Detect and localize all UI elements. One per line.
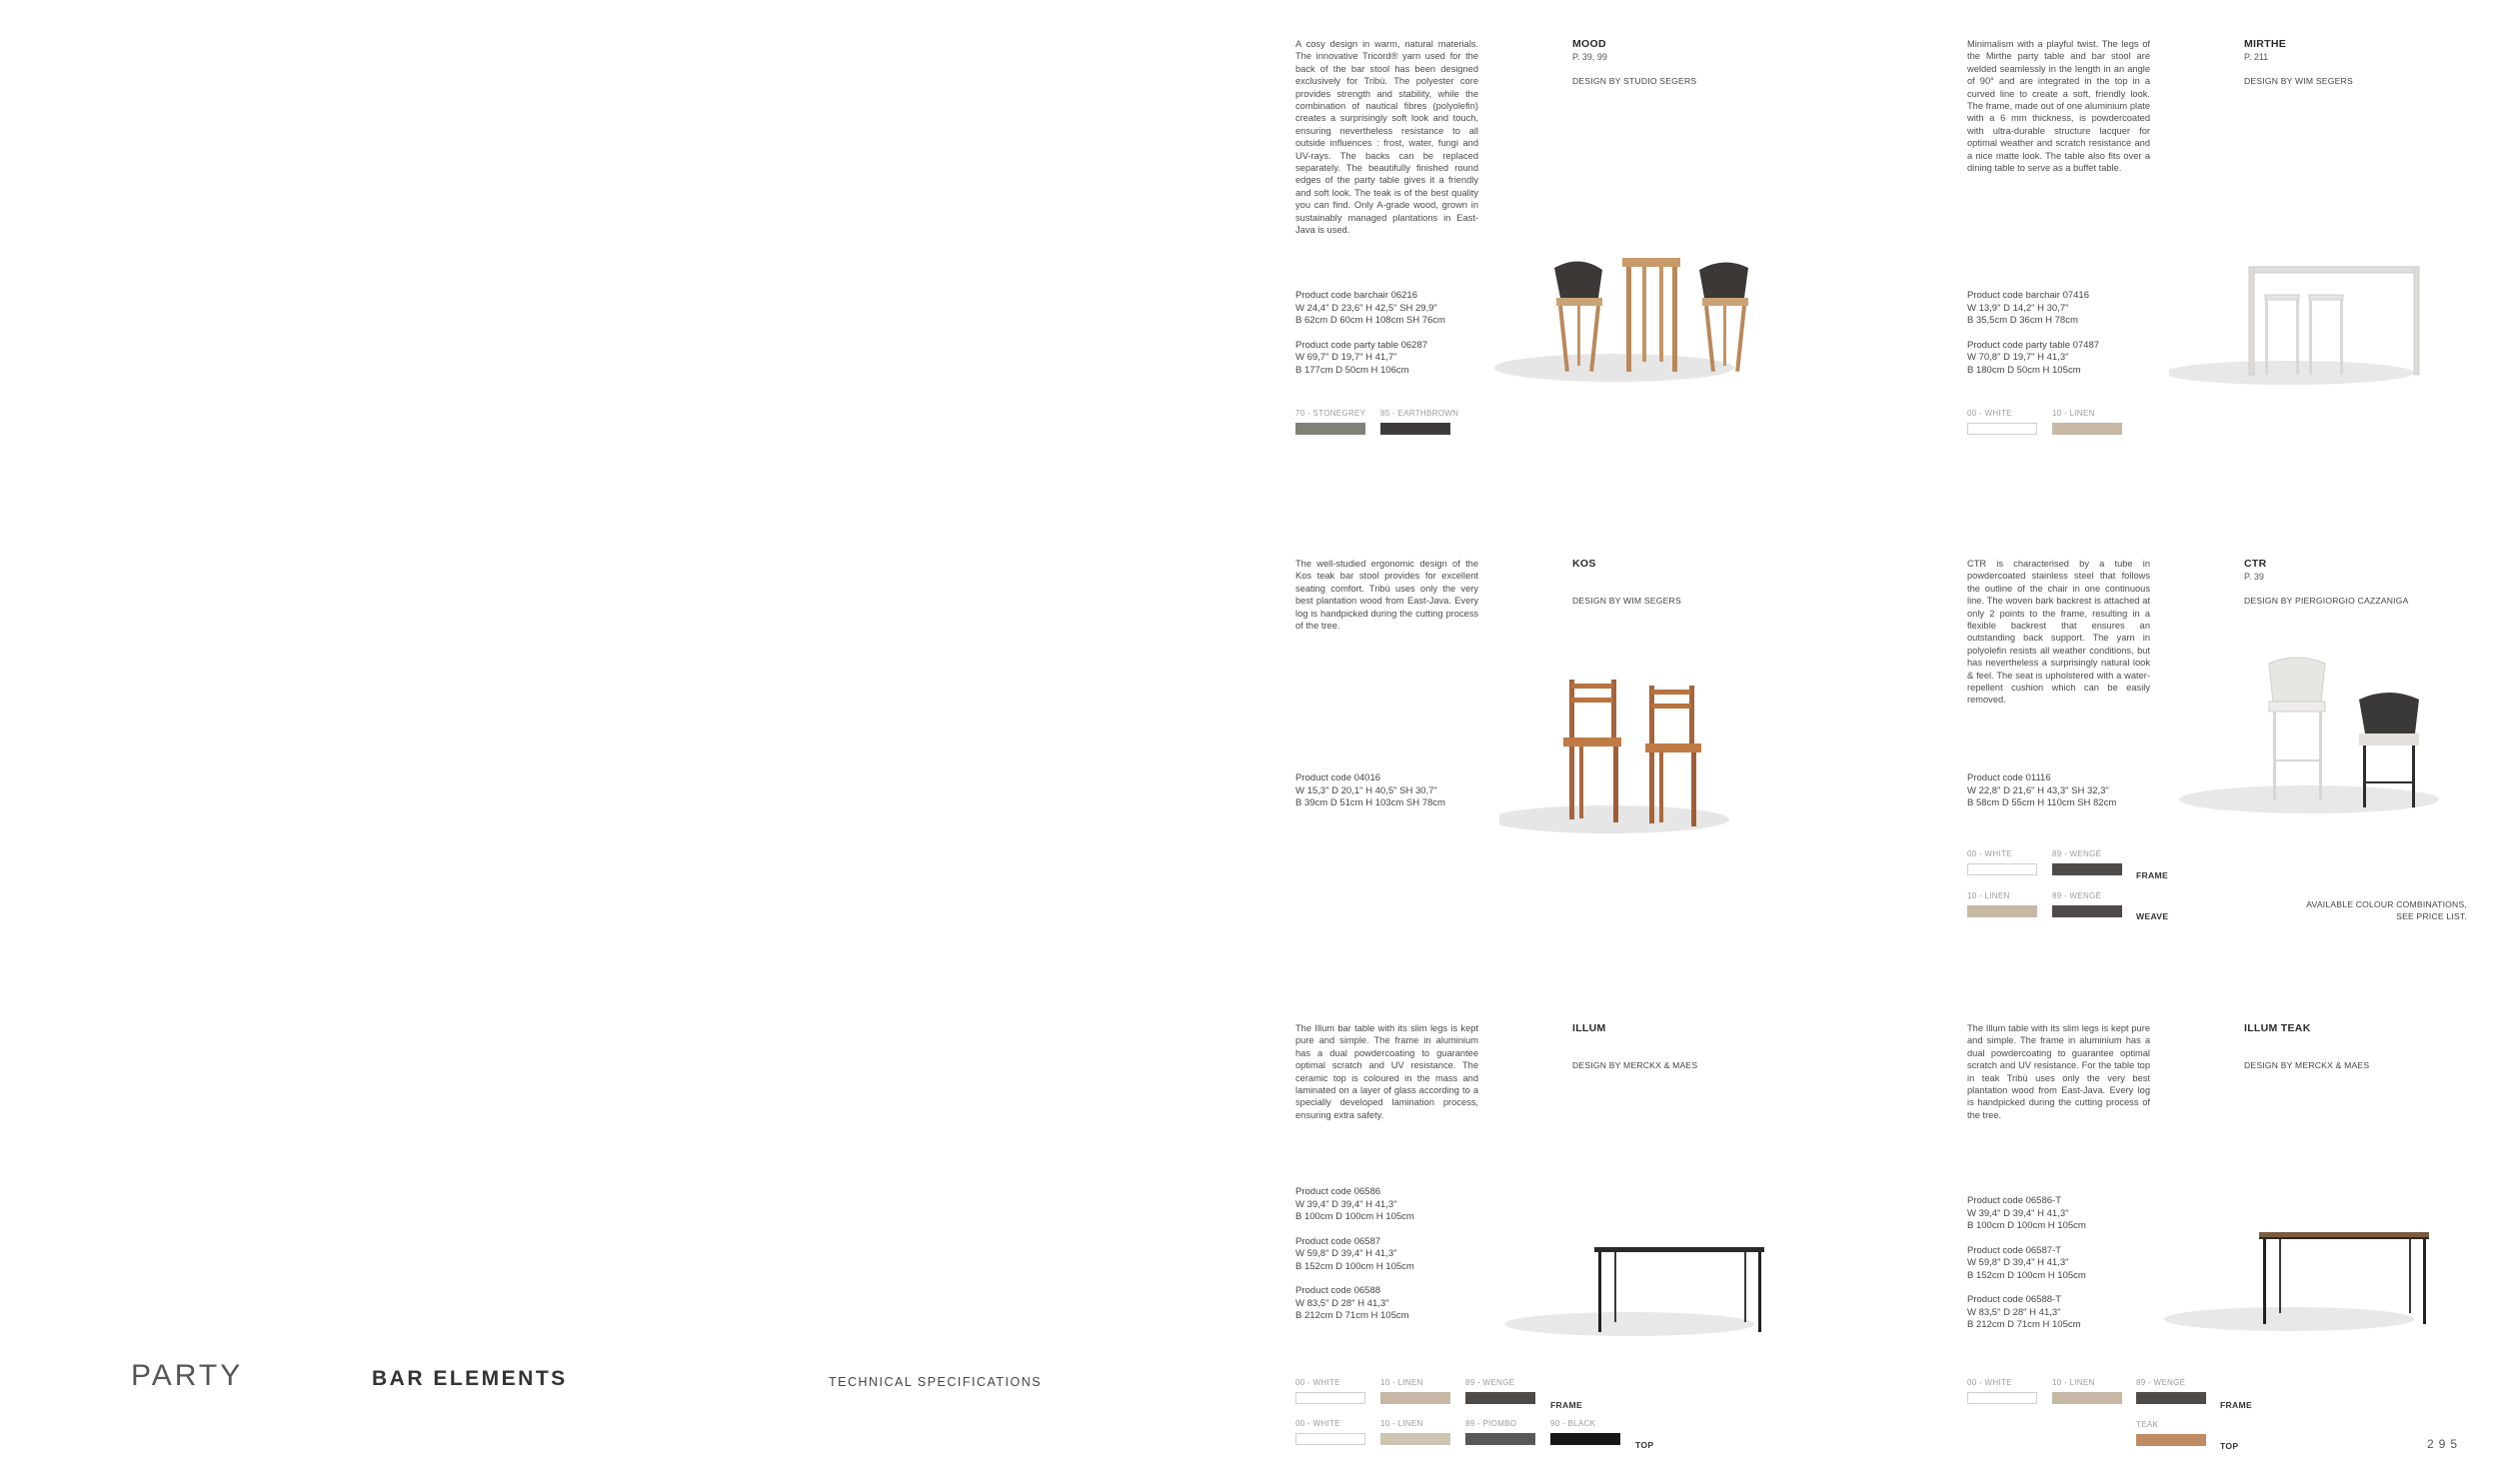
illum-frame-swatch-wenge (1465, 1392, 1535, 1404)
category-title: BAR ELEMENTS (372, 1367, 568, 1390)
mood-spec-party-table: Product code party table 06287 W 69,7" D 19,7" H 41,7" B 177cm D 50cm H 106cm (1295, 339, 1428, 376)
mirthe-description: Minimalism with a playful twist. The legs of the Mirthe party table and bar stool are welded seamlessly in the length in an angle of 90° and are integrated in the top in a curved line to create a soft, friendly look. The frame, made out of one aluminium plate with a 6 mm thickness, is powdercoated with ultra-durable structure lacquer for optimal weather and scratch resistance and a nice matte look. The table also fits over a dining table to serve as a buffet table. (1967, 39, 2150, 174)
illum-photo (1504, 1239, 1774, 1339)
ctr-frame-swatch-wenge (2052, 863, 2122, 875)
ctr-description: CTR is characterised by a tube in powdercoated stainless steel that follows the outline of the chair in one continuous line. The woven bark backrest is attached at only 2 points to the frame, resulting in a flexible backrest that ensures an outstanding back support. The yarn in polyolefin resists all weather conditions, but has nevertheless a surprisingly natural look & feel. The seat is upholstered with a water-repellent cushion which can be easily removed. (1967, 559, 2150, 706)
illum-teak-photo (2164, 1224, 2439, 1334)
mirthe-title: MIRTHE (2244, 38, 2287, 50)
illum-teak-top-swatch-teak (2136, 1434, 2206, 1446)
illum-top-swatch-linen (1380, 1433, 1450, 1445)
illum-frame-swatch-white (1295, 1392, 1365, 1404)
ctr-weave-swatch-wenge (2052, 905, 2122, 917)
mood-swatch-label-stonegrey: 70 - STONEGREY (1295, 409, 1366, 418)
ctr-weave-swatch-label-wenge: 89 - WENGÉ (2052, 891, 2102, 900)
illum-teak-top-swatch-label-teak: TEAK (2136, 1420, 2159, 1429)
mirthe-designer: DESIGN BY WIM SEGERS (2244, 76, 2353, 86)
ctr-frame-swatch-label-wenge: 89 - WENGÉ (2052, 849, 2102, 858)
ctr-title: CTR (2244, 558, 2267, 570)
illum-top-swatch-piombo (1465, 1433, 1535, 1445)
mood-specs (1295, 290, 1445, 389)
illum-frame-swatch-label-linen: 10 - LINEN (1380, 1378, 1423, 1387)
ctr-designer: DESIGN BY PIERGIORGIO CAZZANIGA (2244, 596, 2409, 606)
mirthe-specs (1967, 290, 2099, 389)
illum-teak-frame-swatch-label-white: 00 - WHITE (1967, 1378, 2012, 1387)
mood-designer: DESIGN BY STUDIO SEGERS (1572, 76, 1697, 86)
ctr-frame-swatch-label-white: 00 - WHITE (1967, 849, 2012, 858)
section-title: PARTY (131, 1359, 244, 1392)
ctr-spec: Product code 01116 W 22,8" D 21,6" H 43,3" SH 32,3" B 58cm D 55cm H 110cm SH 82cm (1967, 772, 2117, 808)
ctr-colour-note-line2: SEE PRICE LIST. (2396, 911, 2467, 921)
mirthe-swatch-label-white: 00 - WHITE (1967, 409, 2012, 418)
illum-teak-frame-swatch-white (1967, 1392, 2037, 1404)
illum-teak-frame-label: FRAME (2220, 1400, 2253, 1410)
ctr-weave-swatch-label-linen: 10 - LINEN (1967, 891, 2010, 900)
ctr-weave-swatch-linen (1967, 905, 2037, 917)
mirthe-spec-barchair: Product code barchair 07416 W 13,9" D 14,2" H 30,7" B 35,5cm D 36cm H 78cm (1967, 290, 2089, 326)
illum-top-swatch-label-black: 90 - BLACK (1550, 1419, 1596, 1428)
kos-photo (1499, 670, 1749, 844)
illum-frame-swatch-label-white: 00 - WHITE (1295, 1378, 1340, 1387)
mood-spec-barchair: Product code barchair 06216 W 24,4" D 23,6" H 42,5" SH 29,9" B 62cm D 60cm H 108cm SH 76cm (1295, 290, 1445, 326)
illum-frame-swatch-label-wenge: 89 - WENGÉ (1465, 1378, 1515, 1387)
ctr-frame-label: FRAME (2136, 870, 2169, 880)
mirthe-swatch-linen (2052, 423, 2122, 435)
illum-top-swatch-label-white: 00 - WHITE (1295, 1419, 1340, 1428)
illum-teak-title: ILLUM TEAK (2244, 1022, 2311, 1034)
mirthe-pages: P. 211 (2244, 52, 2269, 62)
illum-teak-specs (1967, 1195, 2086, 1344)
illum-teak-frame-swatch-label-wenge: 89 - WENGÉ (2136, 1378, 2186, 1387)
mood-photo (1494, 250, 1774, 390)
mood-pages: P. 39, 99 (1572, 52, 1607, 62)
mirthe-swatch-white (1967, 423, 2037, 435)
ctr-colour-note-line1: AVAILABLE COLOUR COMBINATIONS, (2306, 899, 2467, 909)
mood-title: MOOD (1572, 38, 1606, 50)
kos-description: The well-studied ergonomic design of the Kos teak bar stool provides for excellent seating comfort. Tribù uses only the very best plantation wood from East-Java. Every log is handpicked during the cutting process of the tree. (1295, 559, 1478, 632)
illum-specs (1295, 1186, 1414, 1335)
illum-title: ILLUM (1572, 1022, 1606, 1034)
illum-frame-label: FRAME (1550, 1400, 1583, 1410)
illum-frame-swatch-linen (1380, 1392, 1450, 1404)
kos-spec: Product code 04016 W 15,3" D 20,1" H 40,5" SH 30,7" B 39cm D 51cm H 103cm SH 78cm (1295, 772, 1445, 808)
ctr-colour-note (2229, 898, 2467, 922)
illum-teak-frame-swatch-linen (2052, 1392, 2122, 1404)
ctr-pages: P. 39 (2244, 572, 2264, 582)
page-number: 295 (2427, 1437, 2463, 1451)
illum-teak-spec-06586-t: Product code 06586-T W 39,4" D 39,4" H 41,3" B 100cm D 100cm H 105cm (1967, 1195, 2086, 1231)
kos-title: KOS (1572, 558, 1596, 570)
illum-teak-top-label: TOP (2220, 1441, 2239, 1451)
illum-teak-frame-swatch-wenge (2136, 1392, 2206, 1404)
page-subtitle: TECHNICAL SPECIFICATIONS (829, 1375, 1043, 1389)
kos-specs (1295, 772, 1445, 822)
mirthe-swatch-label-linen: 10 - LINEN (2052, 409, 2095, 418)
mood-swatch-earthbrown (1380, 423, 1450, 435)
mood-swatch-label-earthbrown: 85 - EARTHBROWN (1380, 409, 1459, 418)
illum-spec-06587: Product code 06587 W 59,8" D 39,4" H 41,3" B 152cm D 100cm H 105cm (1295, 1235, 1414, 1272)
illum-description: The Illum bar table with its slim legs is kept pure and simple. The frame in aluminium has a dual powdercoating to guarantee optimal scratch and UV resistance. The ceramic top is coloured in the mass and laminated on a layer of glass according to a specially developed lamination process, ensuring extra safety. (1295, 1023, 1478, 1120)
illum-top-swatch-white (1295, 1433, 1365, 1445)
ctr-photo (2179, 650, 2449, 824)
illum-teak-designer: DESIGN BY MERCKX & MAES (2244, 1060, 2370, 1070)
illum-top-swatch-label-piombo: 89 - PIOMBO (1465, 1419, 1517, 1428)
illum-top-swatch-label-linen: 10 - LINEN (1380, 1419, 1423, 1428)
illum-spec-06588: Product code 06588 W 83,5" D 28" H 41,3" B 212cm D 71cm H 105cm (1295, 1285, 1409, 1321)
ctr-specs (1967, 772, 2116, 822)
mirthe-photo (2169, 255, 2429, 390)
mirthe-spec-party-table: Product code party table 07487 W 70,8" D 19,7" H 41,3" B 180cm D 50cm H 105cm (1967, 339, 2100, 376)
illum-teak-frame-swatch-label-linen: 10 - LINEN (2052, 1378, 2095, 1387)
illum-designer: DESIGN BY MERCKX & MAES (1572, 1060, 1698, 1070)
illum-teak-spec-06588-t: Product code 06588-T W 83,5" D 28" H 41,3" B 212cm D 71cm H 105cm (1967, 1294, 2081, 1330)
illum-top-swatch-black (1550, 1433, 1620, 1445)
illum-teak-spec-06587-t: Product code 06587-T W 59,8" D 39,4" H 41,3" B 152cm D 100cm H 105cm (1967, 1244, 2086, 1281)
mood-swatch-stonegrey (1295, 423, 1365, 435)
ctr-frame-swatch-white (1967, 863, 2037, 875)
illum-top-label: TOP (1635, 1440, 1654, 1450)
illum-spec-06586: Product code 06586 W 39,4" D 39,4" H 41,3" B 100cm D 100cm H 105cm (1295, 1186, 1414, 1222)
illum-teak-description: The Illum table with its slim legs is kept pure and simple. The frame in aluminium has a dual powdercoating to guarantee optimal scratch and UV resistance. For the table top in teak Tribù uses only the very best plantation wood from East-Java. Every log is handpicked during the cutting process of the tree. (1967, 1023, 2150, 1120)
ctr-weave-label: WEAVE (2136, 911, 2169, 921)
mood-description: A cosy design in warm, natural materials. The innovative Tricord® yarn used for the back of the bar stool has been designed exclusively for Tribù. The polyester core provides strength and stability, while the combination of nautical fibres (polyolefin) creates a surprisingly soft look and touch, ensuring nevertheless resistance to all outside influences : frost, water, fungi and UV-rays. The backs can be replaced separately. The beautifully finished round edges of the party table gives it a friendly and soft look. The teak is of the best quality you can find. Only A-grade wood, grown in sustainably managed plantations in East- Java is used. (1295, 39, 1478, 236)
kos-designer: DESIGN BY WIM SEGERS (1572, 596, 1681, 606)
